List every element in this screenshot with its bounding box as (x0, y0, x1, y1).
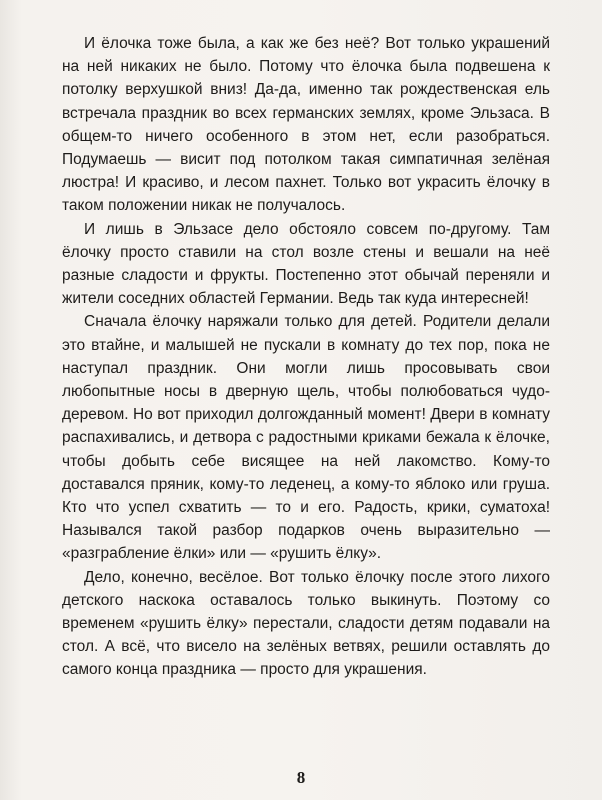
paragraph-2: И лишь в Эльзасе дело обстояло совсем по-другому. Там ёлочку просто ставили на стол возле стены и вешали на неё разные сладости и фрукты. Постепенно этот обычай переняли и жители соседних областей Германии. Ведь так куда интересней! (62, 220, 550, 308)
paragraph-4: Дело, конечно, весёлое. Вот только ёлочку после этого лихого детского наскока оставалось только выкинуть. Поэтому со временем «рушить ёлку» перестали, сладости детям подавали на стол. А всё, что висело на зелёных ветвях, решили оставлять до самого конца праздника — просто для украшения. (62, 568, 550, 679)
paragraph-3: Сначала ёлочку наряжали только для детей. Родители делали это втайне, и малышей не пускали в комнату до тех пор, пока не наступал праздник. Они могли лишь просовывать свои любопытные носы в дверную щель, чтобы полюбоваться чудо-деревом. Но вот приходил долгожданный момент! Двери в комнату распахивались, и детвора с радостными криками бежала к ёлочке, чтобы добыть себе висящее на ней лакомство. Кому-то доставался пряник, кому-то леденец, а кому-то яблоко или груша. Кто что успел схватить — то и его. Радость, крики, суматоха! Назывался такой разбор подарков очень выразительно — «разграбление ёлки» или — «рушить ёлку». (62, 313, 550, 563)
paragraph-1: И ёлочка тоже была, а как же без неё? Вот только украшений на ней никаких не было. Потому что ёлочка была подвешена к потолку верхушкой вниз! Да-да, именно так рождественская ель встречала праздник во всех германских землях, кроме Эльзаса. В общем-то ничего особенного в этом нет, если разобраться. Подумаешь — висит под потолком такая симпатичная зелёная люстра! И красиво, и лесом пахнет. Только вот украсить ёлочку в таком положении никак не получалось. (62, 35, 550, 215)
page-number: 8 (296, 768, 306, 787)
body-text (62, 32, 550, 682)
